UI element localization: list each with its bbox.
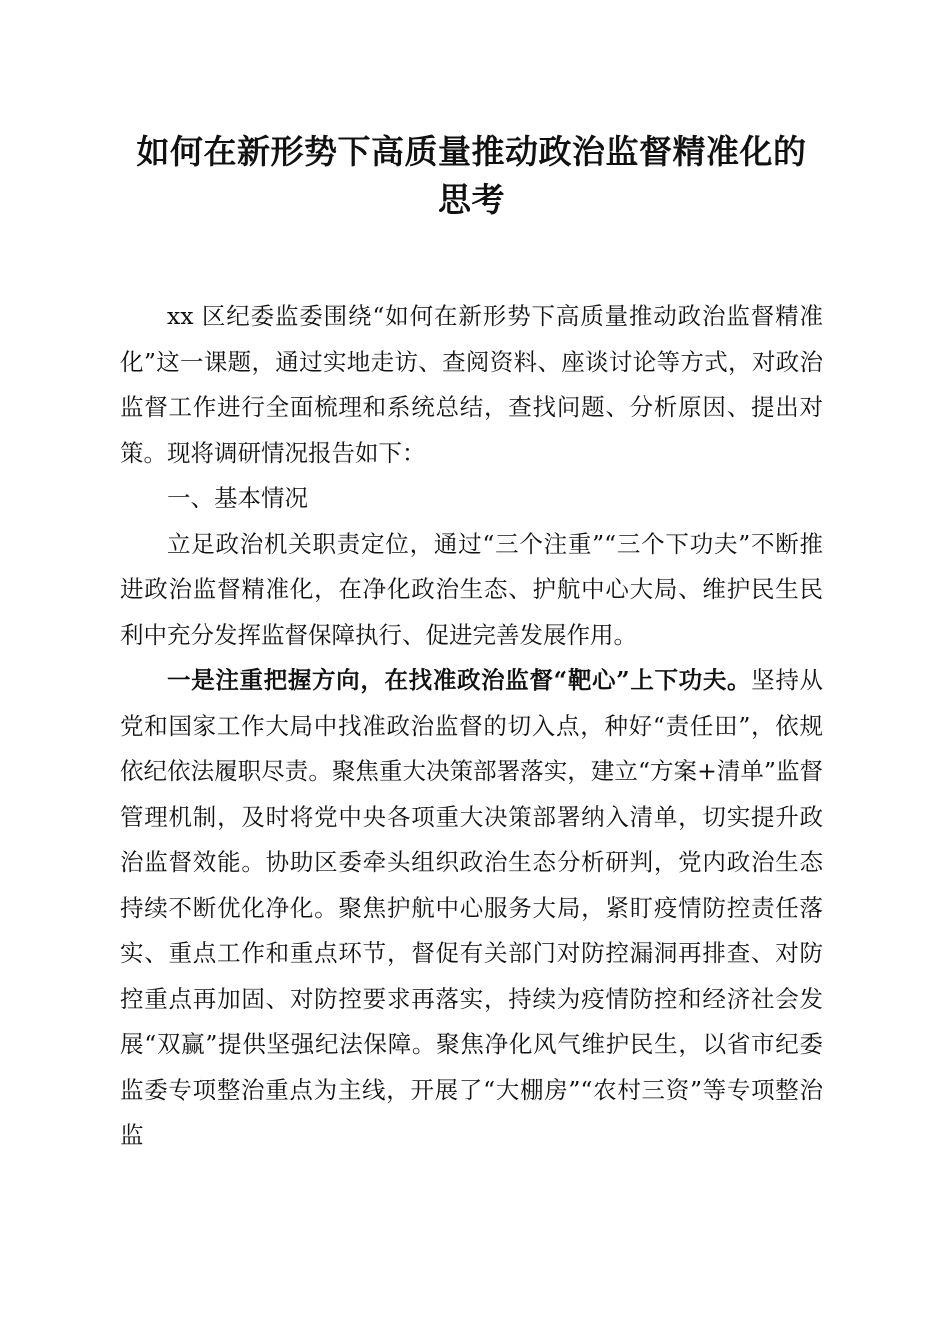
- point-text: 坚持从党和国家工作大局中找准政治监督的切入点，种好“责任田”，依规依纪依法履职尽责。聚焦重大决策部署落实，建立“方案+清单”监督管理机制，及时将党中央各项重大决策部署纳入清单，切实提升政治监督效能。协助区委牵头组织政治生态分析研判，党内政治生态持续不断优化净化。聚焦护航中心服务大局，紧盯疫情防控责任落实、重点工作和重点环节，督促有关部门对防控漏洞再排查、对防控重点再加固、对防控要求再落实，持续为疫情防控和经济社会发展“双赢”提供坚强纪法保障。聚焦净化风气维护民生，以省市纪委监委专项整治重点为主线，开展了“大棚房”“农村三资”等专项整治监: [120, 666, 824, 1149]
- document-body: [120, 294, 823, 1159]
- document-page: [120, 128, 823, 1159]
- intro-paragraph: xx 区纪委监委围绕“如何在新形势下高质量推动政治监督精准化”这一课题，通过实地走访、查阅资料、座谈讨论等方式，对政治监督工作进行全面梳理和系统总结，查找问题、分析原因、提出对策。现将调研情况报告如下：: [120, 302, 823, 467]
- point-lead: 一是注重把握方向，在找准政治监督“靶心”上下功夫。: [167, 666, 752, 694]
- document-title: [120, 128, 823, 224]
- section-heading: 一、基本情况: [167, 484, 308, 512]
- title-line-1: 如何在新形势下高质量推动政治监督精准化的: [136, 132, 807, 171]
- point-paragraph: [120, 658, 823, 1159]
- section-paragraph: 立足政治机关职责定位，通过“三个注重”“三个下功夫”不断推进政治监督精准化，在净化政治生态、护航中心大局、维护民生民利中充分发挥监督保障执行、促进完善发展作用。: [120, 529, 823, 649]
- title-line-2: 思考: [438, 180, 505, 219]
